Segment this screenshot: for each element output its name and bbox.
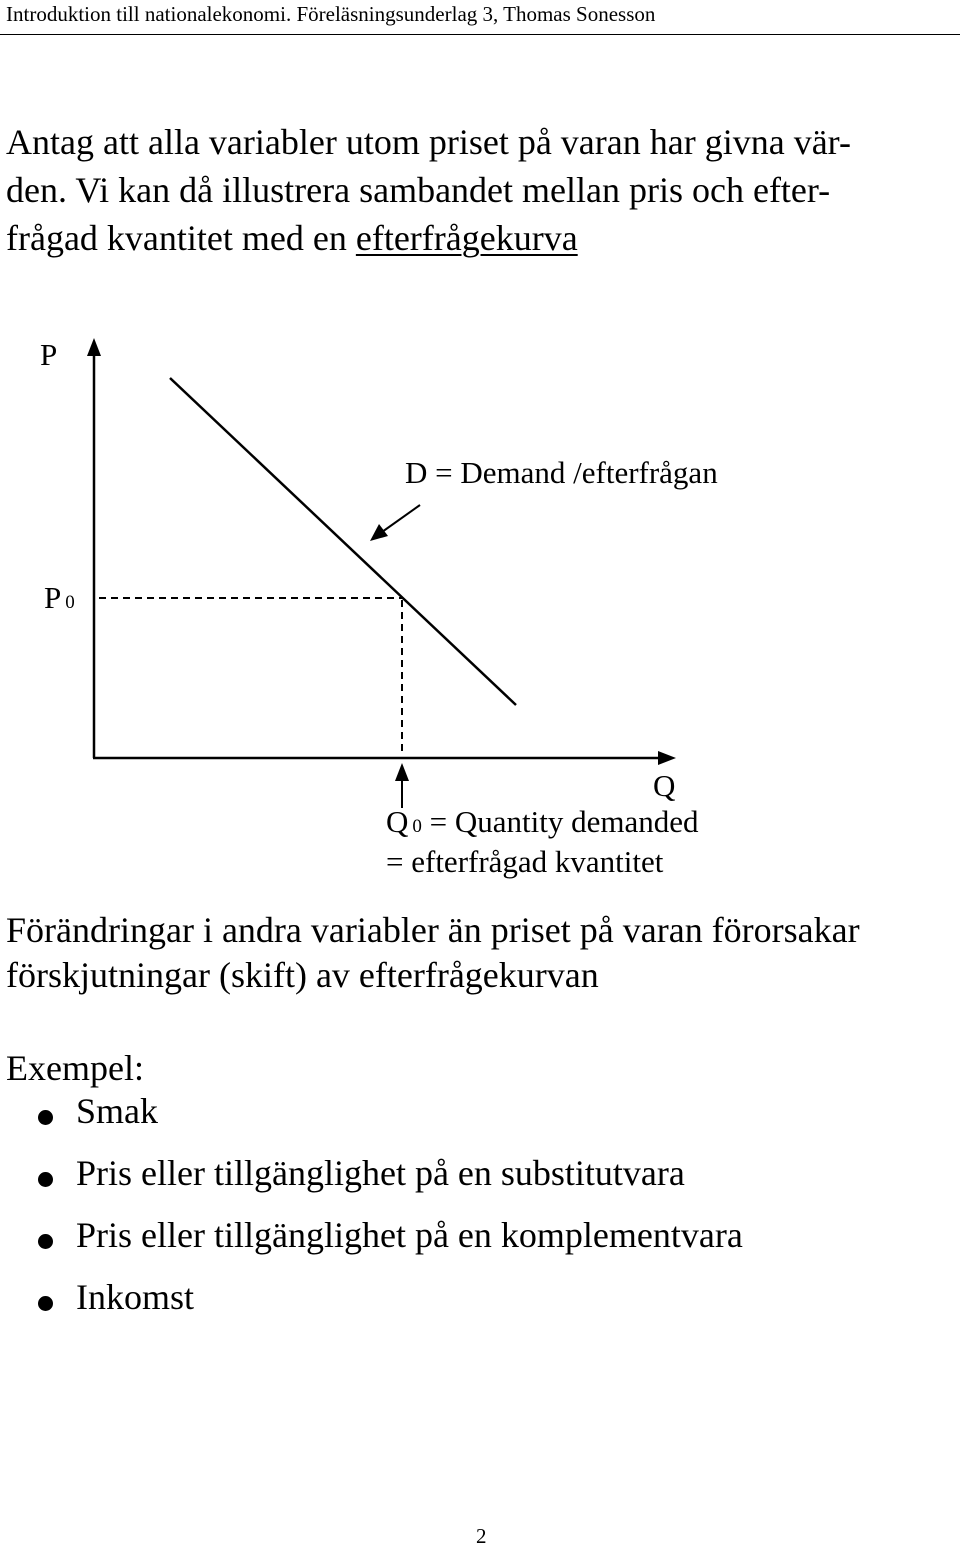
quantity-pointer-arrowhead [395, 763, 409, 781]
term-efterfragekurva: efterfrågekurva [355, 218, 578, 258]
quantity-label-letter: Q [386, 804, 409, 839]
price-label-letter: P [44, 580, 62, 615]
intro-line-3-text: frågad kvantitet med en [6, 218, 356, 258]
curve-label-pointer-arrowhead [370, 524, 388, 541]
quantity-label-subscript: 0 [412, 816, 422, 837]
x-axis-label: Q [653, 768, 676, 803]
price-label-subscript: 0 [65, 592, 75, 613]
y-axis-label: P [40, 337, 58, 372]
bullet-icon [38, 1172, 53, 1187]
bullet-icon [38, 1296, 53, 1311]
list-item [0, 1090, 900, 1140]
page-number: 2 [476, 1524, 487, 1548]
list-item-text: Inkomst [76, 1277, 195, 1317]
quantity-label [386, 804, 699, 840]
page-header: Introduktion till nationalekonomi. Föreläsningsunderlag 3, Thomas Sonesson [6, 2, 656, 26]
quantity-label-description: = Quantity demanded [421, 804, 699, 839]
shifts-line-2: förskjutningar (skift) av efterfrågekurvan [6, 955, 599, 995]
list-item-text: Pris eller tillgänglighet på en komplementvara [76, 1215, 743, 1255]
curve-label-pointer [382, 505, 420, 532]
bullet-icon [38, 1110, 53, 1125]
bullet-icon [38, 1234, 53, 1249]
shifts-line-1: Förändringar i andra variabler än priset på varan förorsakar [6, 910, 860, 950]
list-item [0, 1276, 900, 1326]
list-item-text: Pris eller tillgänglighet på en substitutvara [76, 1153, 685, 1193]
intro-line-1: Antag att alla variabler utom priset på varan har givna vär- [6, 122, 851, 162]
x-axis-arrowhead [658, 751, 676, 765]
list-item-text: Smak [76, 1091, 159, 1131]
list-item [0, 1214, 900, 1264]
demand-curve [170, 378, 516, 705]
y-axis-arrowhead [87, 338, 101, 356]
quantity-label-translation: = efterfrågad kvantitet [386, 844, 664, 879]
price-label [44, 580, 75, 616]
list-item [0, 1152, 900, 1202]
examples-heading: Exempel: [6, 1048, 144, 1088]
demand-curve-label: D = Demand /efterfrågan [405, 455, 718, 490]
intro-line-2: den. Vi kan då illustrera sambandet mellan pris och efter- [6, 170, 831, 210]
